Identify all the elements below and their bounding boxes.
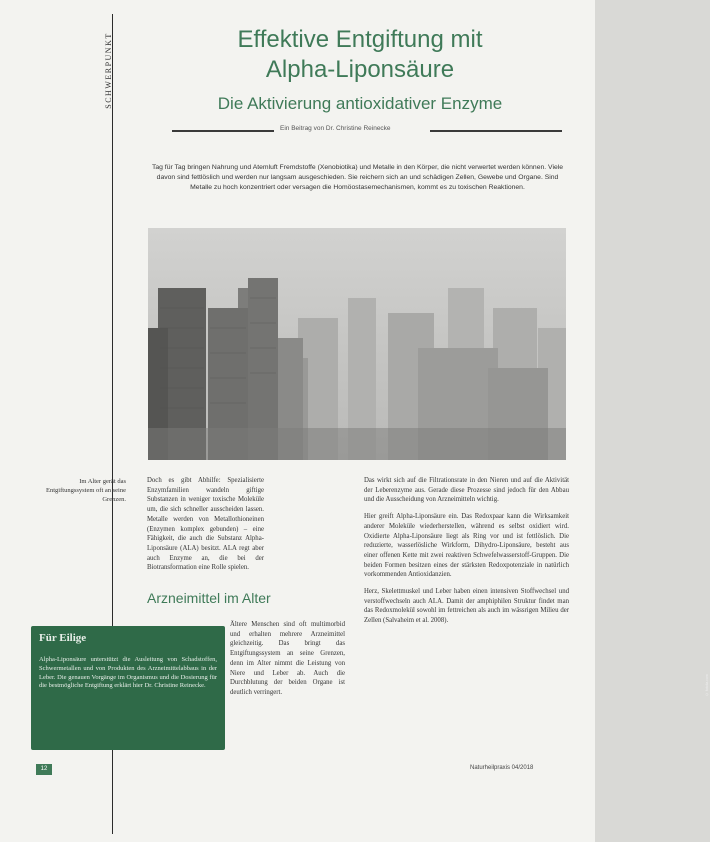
summary-box [31,626,225,750]
byline-rule-left [172,130,274,132]
paragraph: Das wirkt sich auf die Filtrationsrate in den Nieren und auf die Aktivität der Leberenzyme aus. Gerade diese Prozesse sind jedoch für den Abbau und die Ausscheidung von Arzneimitteln wichtig. [364,477,569,504]
paragraph: Herz, Skelettmuskel und Leber haben einen intensiven Stoffwechsel und verstoffwechseln auch ALA. Damit der amphiphilen Struktur findet man das Redoxmolekül sowohl im fettreichen als auch im wässrigen Milieu der Zellen (Salvaheim et al. 2008). [364,588,569,625]
byline-rule-right [430,130,562,132]
paragraph: Doch es gibt Abhilfe: Spezialisierte Enzymfamilien wandeln giftige Substanzen in weniger toxische Moleküle um, die sich schneller ausscheiden lassen. Metalle werden von Metallothioneinen (Enzymen komplex gebunden) – eine Fähigkeit, die auch die Substanz Alpha-Liponsäure (ALA) besitzt. ALA regt aber auch Enzyme an, die bei der Biotransformation eine Rolle spielen. [147,477,264,572]
column-middle-top [147,476,264,580]
rubric-label: SCHWERPUNKT [103,32,113,109]
photo-credit: © fotolia.com [705,674,709,696]
column-right [364,476,569,633]
byline [172,124,562,136]
summary-box-text: Alpha-Liponsäure unterstützt die Ausleitung von Schadstoffen, Schwermetallen und von Produkten des Arzneimittelabbaus in der Leber. Die genauen Vorgänge im Organismus und die Dosierung für die bestmögliche Entgiftung erklärt hier Dr. Christine Reinecke. [39,656,217,690]
photo-caption: Im Alter gerät das Entgiftungssystem oft an seine Grenzen. [46,478,126,504]
column-middle-bottom [230,620,345,705]
summary-box-title: Für Eilige [39,632,87,644]
paragraph: Ältere Menschen sind oft multimorbid und erhalten mehrere Arzneimittel gleichzeitig. Das bringt das Entgiftungssystem an seine Grenzen, denn im Alter nimmt die Leistung von Niere und Leber ab. Auch die Durchblutung der beiden Organe ist deutlich verringert. [230,621,345,696]
article-title-line1: Effektive Entgiftung mit [237,26,483,53]
byline-text: Ein Beitrag von Dr. Christine Reinecke [280,125,391,132]
paragraph: Hier greift Alpha-Liponsäure ein. Das Redoxpaar kann die Wirksamkeit anderer Moleküle wiederherstellen, während es selbst oxidiert wird. Oxidierte Alpha-Liponsäure liegt als Ring vor und ist fettlöslich. Die reduzierte, wasserlösliche Wirkform, Dihydro-Liponsäure, besteht aus einer offenen Kette mit zwei reaktiven Schwefelwasserstoff-Gruppen. Die beiden Formen besitzen eines der stärksten Redoxpotenziale in natürlich vorkommenden Antioxidanzien. [364,513,569,579]
lead-paragraph: Tag für Tag bringen Nahrung und Atemluft Fremdstoffe (Xenobiotika) und Metalle in den Körper, die nicht verwertet werden können. Viele davon sind fettlöslich und werden nur langsam ausgeschieden. Sie reichern sich an und schädigen Zellen, Gewebe und Organe. Sind Metalle zu hoch konzentriert oder versagen die Homöostasemechanismen, kommt es zu toxischen Reaktionen. [151,164,564,192]
journal-footer: Naturheilpraxis 04/2018 [470,765,534,771]
section-rubric [103,18,132,128]
page-number: 12 [36,764,52,775]
article-subtitle: Die Aktivierung antioxidativer Enzyme [217,94,503,113]
article-title-line2: Alpha-Liponsäure [265,56,455,83]
section-heading: Arzneimittel im Alter [147,590,271,606]
